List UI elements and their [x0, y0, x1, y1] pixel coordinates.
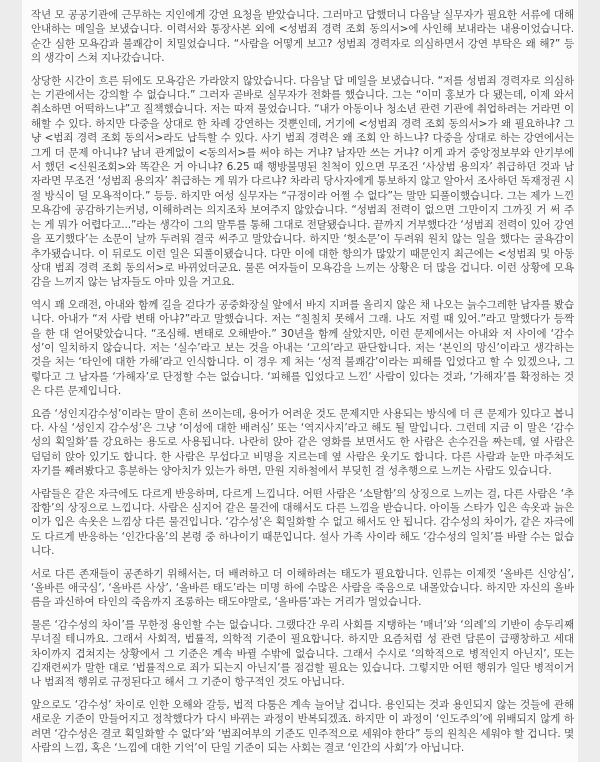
left-margin-gutter: [0, 0, 22, 762]
paragraph-1: 작년 모 공공기관에 근무하는 지인에게 강연 요청을 받았습니다. 그러마고 답했더니 다음날 실무자가 필요한 서류에 대해 안내하는 메일을 보냈습니다. 이력서와 통장사본 외에 <성범죄 경력 조회 동의서>에 사인해 보내라는 내용이었습니다. 순간 심한 모욕감과 불쾌감이 치밀었습니다. “사람을 어떻게 보고? 성범죄 경력자로 의심하면서 강연 부탁은 왜 해?” 등의 생각이 스쳐 지나갔습니다.: [31, 9, 574, 65]
paragraph-7: 물론 ‘감수성의 차이’를 무한정 용인할 수는 없습니다. 그랬다간 우리 사회를 지탱하는 ‘매너’와 ‘의례’의 기반이 송두리째 무너질 테니까요. 그래서 사회적, 법률적, 의학적 기준이 필요합니다. 하지만 요즘처럼 성 관련 담론이 급팽창하고 세대 차이까지 겹쳐지는 상황에서 그 기준은 계속 바뀔 수밖에 없습니다. 그래서 수시로 ‘의학적으로 병적인지 아닌지’, 또는 김재련씨가 말한 대로 ‘법률적으로 죄가 되는지 아닌지’를 점검할 필요는 있습니다. 그렇지만 어떤 행위가 일단 병적이거나 범죄적 행위로 규정된다고 해서 그 기준이 항구적인 것도 아닙니다.: [31, 618, 574, 689]
paragraph-4: 요즘 ‘성인지감수성’이라는 말이 흔히 쓰이는데, 용어가 어려운 것도 문제지만 사용되는 방식에 더 큰 문제가 있다고 봅니다. 사실 ‘성인지 감수성’은 그냥 ‘이성에 대한 배려심’ 또는 ‘역지사지’라고 해도 될 말입니다. 그런데 지금 이 말은 ‘감수성의 획일화’를 강요하는 용도로 사용됩니다. 나란히 앉아 같은 영화를 보면서도 한 사람은 손수건을 짜는데, 옆 사람은 덤덤히 앉아 있기도 합니다. 한 사람은 무섭다고 비명을 지르는데 옆 사람은 웃기도 합니다. 다른 사람과 눈만 마주쳐도 자기를 째려봤다고 흥분하는 양아치가 있는가 하면, 만원 지하철에서 부딪힌 걸 성추행으로 느끼는 사람도 있습니다.: [31, 407, 574, 478]
paragraph-6: 서로 다른 존재들이 공존하기 위해서는, 더 배려하고 더 이해하려는 태도가 필요합니다. 인류는 이제껏 ‘올바른 신앙심’, ‘올바른 애국심’, ‘올바른 사상’, ‘올바른 태도’라는 미명 하에 수많은 사람을 죽음으로 내몰았습니다. 하지만 자신의 올바름을 과신하여 타인의 죽음까지 조롱하는 태도야말로, ‘올바름’과는 거리가 멀었습니다.: [31, 567, 574, 609]
paragraph-2: 상당한 시간이 흐른 뒤에도 모욕감은 가라앉지 않았습니다. 다음날 답 메일을 보냈습니다. “저를 성범죄 경력자로 의심하는 기관에서는 강의할 수 없습니다.” 그러자 곧바로 실무자가 전화를 했습니다. 그는 “이미 홍보가 다 됐는데, 이제 와서 취소하면 어떡하느냐”고 질책했습니다. 저는 따져 물었습니다. “내가 아동이나 청소년 관련 기관에 취업하려는 거라면 이해할 수 있다. 하지만 다중을 상대로 한 차례 강연하는 것뿐인데, 거기에 <성범죄 경력 조회 동의서>가 왜 필요하냐? 그냥 <범죄 경력 조회 동의서>라도 납득할 수 있다. 사기 범죄 경력은 왜 조회 안 하느냐? 다중을 상대로 하는 강연에서는 그게 더 문제 아니냐? 남녀 관계없이 <동의서>를 써야 하는 거냐? 남자만 쓰는 거냐? 이게 과거 중앙정보부와 안기부에서 했던 <신원조회>와 똑같은 거 아니냐? 6.25 때 행방불명된 친척이 있으면 무조건 ‘사상범 용의자’ 취급하던 것과 남자라면 무조건 ‘성범죄 용의자’ 취급하는 게 뭐가 다르냐? 차라리 당사자에게 통보하지 않고 알아서 조사하던 독재정권 시절 방식이 덜 모욕적이다.” 등등. 하지만 여성 실무자는 “규정이라 어쩔 수 없다”는 말만 되풀이했습니다. 그는 제가 느낀 모욕감에 공감하기는커녕, 이해하려는 의지조차 보여주지 않았습니다. “성범죄 전력이 없으면 그만이지 그까짓 거 써 주는 게 뭐가 어렵다고...”라는 생각이 그의 말투를 통해 그대로 전달됐습니다. 끝까지 거부했다간 ‘성범죄 전력이 있어 강연을 포기했다’는 소문이 날까 두려워 결국 써주고 말았습니다. 하지만 ‘헛소문’이 두려워 원치 않는 일을 했다는 굴욕감이 추가됐습니다. 이 뒤로도 이런 일은 되풀이됐습니다. 다만 이에 대한 항의가 많았기 때문인지 최근에는 <성범죄 및 아동 상대 범죄 경력 조회 동의서>로 바뀌었더군요. 물론 여자들이 모욕감을 느끼는 상황은 더 많을 겁니다. 이런 상황에 모욕감을 느끼지 않는 남자들도 아마 있을 거고요.: [31, 74, 574, 289]
paragraph-3: 역시 꽤 오래전, 아내와 함께 길을 걷다가 공중화장실 앞에서 바지 지퍼를 올리지 않은 채 나오는 늙수그레한 남자를 봤습니다. 아내가 “저 사람 변태 아냐?”라고 말했습니다. 저는 “칠칠치 못해서 그래. 나도 저럴 때 있어.”라고 말했다가 등짝을 한 대 얻어맞았습니다. “조심해. 변태로 오해받아.” 30년을 함께 살았지만, 이런 문제에서는 아내와 저 사이에 ‘감수성’이 일치하지 않습니다. 저는 ‘실수’라고 보는 것을 아내는 ‘고의’라고 판단합니다. 저는 ‘본인의 망신’이라고 생각하는 것을 처는 ‘타인에 대한 가해’라고 인식합니다. 이 경우 제 처는 ‘성적 불쾌감’이라는 피해를 입었다고 할 수 있겠으나, 그렇다고 그 남자를 ‘가해자’로 단정할 수는 없습니다. ‘피해를 입었다고 느낀’ 사람이 있다는 것과, ‘가해자’를 확정하는 것은 다른 문제입니다.: [31, 298, 574, 398]
right-margin-gutter: [578, 0, 600, 762]
paragraph-8: 앞으로도 ‘감수성’ 차이로 인한 오해와 갈등, 법적 다툼은 계속 늘어날 겁니다. 용인되는 것과 용인되지 않는 것들에 관해 새로운 기준이 만들어지고 정착했다가 다시 바뀌는 과정이 반복되겠죠. 하지만 이 과정이 ‘인도주의’에 위배되지 않게 하려면 ‘감수성은 결코 획일화할 수 없다’와 ‘범죄여부의 기준도 민주적으로 세워야 한다” 등의 원칙은 세워야 할 겁니다. 몇 사람의 느낌, 혹은 ‘느낌에 대한 기억’이 단일 기준이 되는 사회는 결코 ‘인간의 사회’가 아닙니다.: [31, 698, 574, 755]
article-content: [22, 0, 578, 762]
paragraph-5: 사람들은 같은 자극에도 다르게 반응하며, 다르게 느낍니다. 어떤 사람은 ‘소탈함’의 상징으로 느끼는 걸, 다른 사람은 ‘추잡함’의 상징으로 느낍니다. 사람은 심지어 같은 물건에 대해서도 다른 느낌을 받습니다. 아이돌 스타가 입은 속옷과 늙은이가 입은 속옷은 느낌상 다른 물건입니다. ‘감수성’은 획일화할 수 없고 해서도 안 됩니다. 감수성의 차이가, 같은 자극에도 다르게 반응하는 ‘인간다움’의 본령 중 하나이기 때문입니다. 설사 가족 사이라 해도 ‘감수성의 일치’를 바랄 수는 없습니다.: [31, 487, 574, 558]
